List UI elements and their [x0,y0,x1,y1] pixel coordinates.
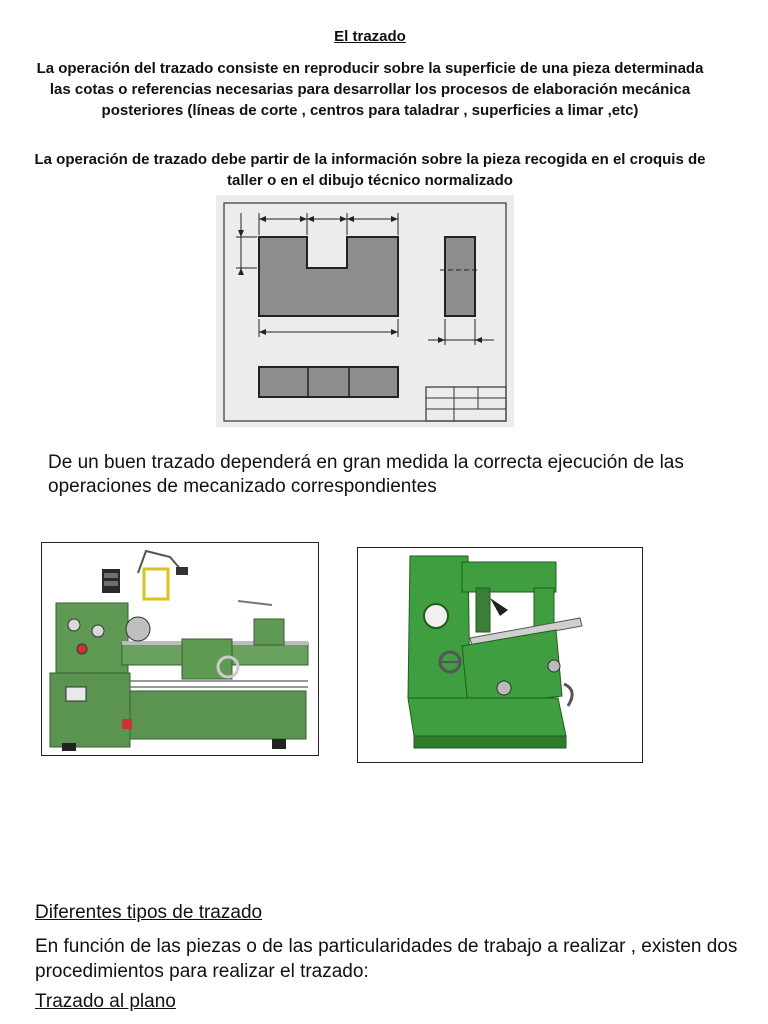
procedures-paragraph: En función de las piezas o de las particularidades de trabajo a realizar , existen dos procedimientos para realizar el trazado: [35,936,738,982]
section-heading-tipos: Diferentes tipos de trazado [35,902,263,923]
technical-drawing [216,195,514,427]
importance-paragraph: De un buen trazado dependerá en gran medida la correcta ejecución de las operaciones de mecanizado correspondientes [48,452,684,497]
page-title: El trazado [334,28,406,45]
section-heading-plano: Trazado al plano [35,991,176,1012]
intro-paragraph: La operación del trazado consiste en reproducir sobre la superficie de una pieza determinada las cotas o referencias necesarias para desarrollar los procesos de elaboración mecánica posteriores (líneas de corte , centros para taladrar , superficies a limar ,etc) [36,60,704,119]
milling-machine-image [357,547,643,763]
lathe-image [41,542,319,756]
info-paragraph: La operación de trazado debe partir de la información sobre la pieza recogida en el croquis de taller o en el dibujo técnico normalizado [34,151,706,189]
